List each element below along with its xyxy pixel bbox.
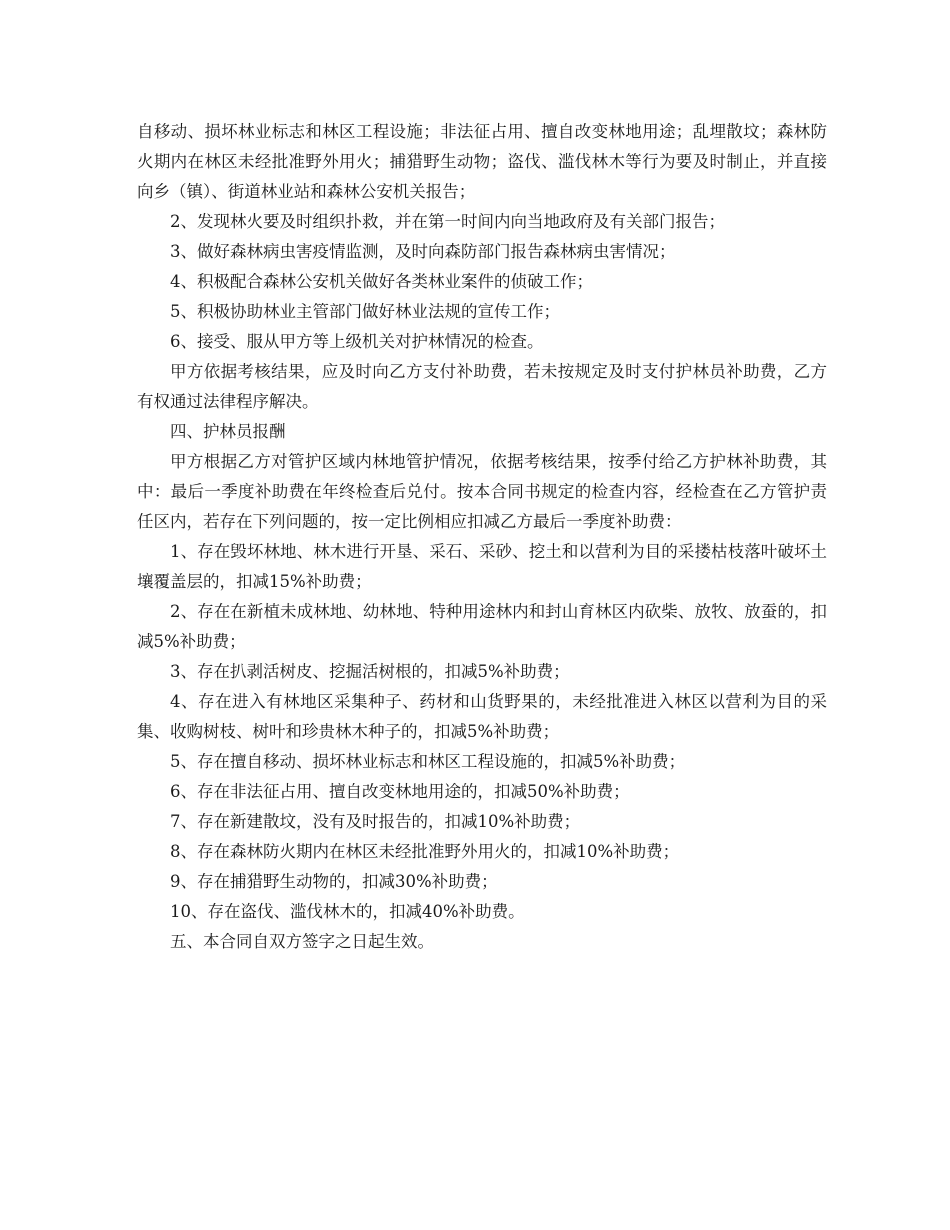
paragraph: 甲方依据考核结果，应及时向乙方支付补助费，若未按规定及时支付护林员补助费，乙方有权通过法律程序解决。 bbox=[137, 362, 827, 411]
list-item: 5、存在擅自移动、损坏林业标志和林区工程设施的，扣减5%补助费； bbox=[170, 752, 686, 771]
list-item: 1、存在毁坏林地、林木进行开垦、采石、采砂、挖土和以营利为目的采搂枯枝落叶破坏土壤覆盖层的，扣减15%补助费； bbox=[137, 542, 827, 591]
paragraph: 自移动、损坏林业标志和林区工程设施；非法征占用、擅自改变林地用途；乱埋散坟；森林防火期内在林区未经批准野外用火；捕猎野生动物；盗伐、滥伐林木等行为要及时制止，并直接向乡（镇）、街道林业站和森林公安机关报告； bbox=[137, 122, 827, 201]
list-item: 4、存在进入有林地区采集种子、药材和山货野果的，未经批准进入林区以营利为目的采集、收购树枝、树叶和珍贵林木种子的，扣减5%补助费； bbox=[137, 692, 827, 741]
paragraph: 5、积极协助林业主管部门做好林业法规的宣传工作； bbox=[170, 302, 560, 321]
list-item: 2、存在在新植未成林地、幼林地、特种用途林内和封山育林区内砍柴、放牧、放蚕的，扣减5%补助费； bbox=[137, 602, 827, 651]
paragraph: 2、发现林火要及时组织扑救，并在第一时间内向当地政府及有关部门报告； bbox=[170, 212, 725, 231]
list-item: 9、存在捕猎野生动物的，扣减30%补助费； bbox=[170, 872, 498, 891]
paragraph: 4、积极配合森林公安机关做好各类林业案件的侦破工作； bbox=[170, 272, 593, 291]
section-heading: 四、护林员报酬 bbox=[170, 422, 286, 441]
section-heading: 五、本合同自双方签字之日起生效。 bbox=[170, 932, 434, 951]
paragraph: 甲方根据乙方对管护区域内林地管护情况，依据考核结果，按季付给乙方护林补助费，其中：最后一季度补助费在年终检查后兑付。按本合同书规定的检查内容，经检查在乙方管护责任区内，若存在下列问题的，按一定比例相应扣减乙方最后一季度补助费： bbox=[137, 452, 827, 531]
list-item: 3、存在扒剥活树皮、挖掘活树根的，扣减5%补助费； bbox=[170, 662, 570, 681]
paragraph: 3、做好森林病虫害疫情监测，及时向森防部门报告森林病虫害情况； bbox=[170, 242, 676, 261]
list-item: 7、存在新建散坟，没有及时报告的，扣减10%补助费； bbox=[170, 812, 581, 831]
list-item: 6、存在非法征占用、擅自改变林地用途的，扣减50%补助费； bbox=[170, 782, 630, 801]
list-item: 8、存在森林防火期内在林区未经批准野外用火的，扣减10%补助费； bbox=[170, 842, 680, 861]
paragraph: 6、接受、服从甲方等上级机关对护林情况的检查。 bbox=[170, 332, 544, 351]
document-body bbox=[137, 117, 827, 957]
list-item: 10、存在盗伐、滥伐林木的，扣减40%补助费。 bbox=[170, 902, 525, 921]
